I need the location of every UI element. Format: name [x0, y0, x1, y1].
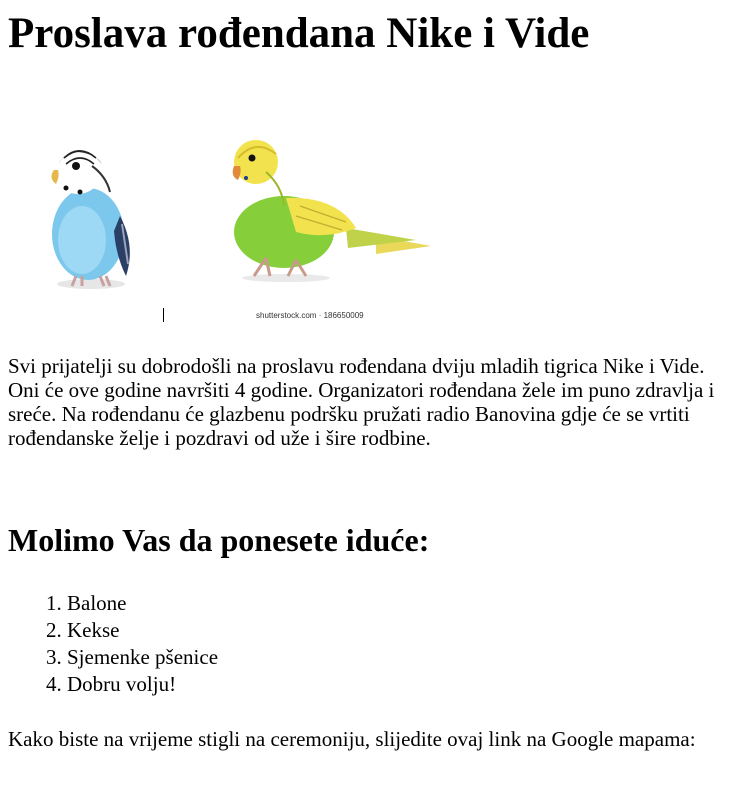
page-title: Proslava rođendana Nike i Vide: [8, 10, 590, 57]
list-item: 2. Kekse: [67, 617, 218, 644]
directions-paragraph: Kako biste na vrijeme stigli na ceremoniju, slijedite ovaj link na Google mapama:: [8, 727, 696, 751]
budgie-photo-row: [8, 108, 438, 328]
image-watermark: shutterstock.com · 186650009: [256, 311, 364, 320]
list-item: 4. Dobru volju!: [67, 671, 218, 698]
text-cursor: [163, 308, 164, 322]
section-heading: Molimo Vas da ponesete iduće:: [8, 522, 430, 558]
green-budgie-image: [226, 136, 431, 286]
list-item: 1. Balone: [67, 590, 218, 617]
blue-budgie-image: [36, 136, 146, 291]
intro-paragraph: Svi prijatelji su dobrodošli na proslavu rođendana dviju mladih tigrica Nike i Vide. Oni će ove godine navršiti 4 godine. Organizatori rođendana žele im puno zdravlja i sreće. Na rođendanu će glazbenu podršku pružati radio Banovina gdje će se vrtiti rođendanske želje i pozdravi od uže i šire rodbine.: [8, 354, 715, 450]
list-item: 3. Sjemenke pšenice: [67, 644, 218, 671]
bring-list: [28, 590, 218, 698]
